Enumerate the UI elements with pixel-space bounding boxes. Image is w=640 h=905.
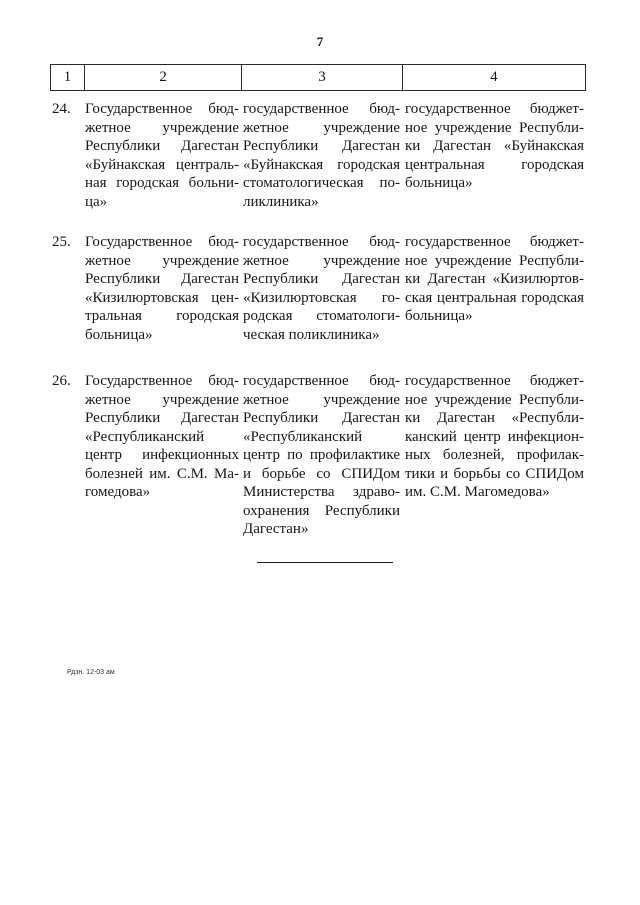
- row-col-3: государственное бюджетное учреждение Республики Дагестан «Кизилюртовская городская стоматологическая поликлиника»: [243, 234, 400, 343]
- footnote: Рдзн. 12-03 ам: [67, 669, 115, 676]
- row-number: 24.: [52, 101, 71, 117]
- row-number: 25.: [52, 234, 71, 250]
- header-col-2: 2: [84, 65, 241, 90]
- row-col-4: государственное бюджетное учреждение Республики Дагестан «Буйнакская центральная городская больница»: [405, 101, 584, 191]
- row-number: 26.: [52, 373, 71, 389]
- row-col-3: государственное бюджетное учреждение Республики Дагестан «Республиканский центр по профилактике и борьбе со СПИДом Министерства здравоохранения Республики Дагестан»: [243, 373, 400, 537]
- table-row: [50, 233, 586, 344]
- row-col-4: государственное бюджетное учреждение Республики Дагестан «Кизилюртовская центральная городская больница»: [405, 234, 584, 324]
- row-col-4: государственное бюджетное учреждение Республики Дагестан «Республиканский центр инфекционных болезней, профилактики и борьбы со СПИДом им. С.М. Магомедова»: [405, 373, 584, 500]
- row-col-2: Государственное бюджетное учреждение Республики Дагестан «Республиканский центр инфекционных болезней им. С.М. Магомедова»: [85, 373, 239, 500]
- closing-rule: [257, 562, 393, 563]
- row-col-2: Государственное бюджетное учреждение Республики Дагестан «Кизилюртовская центральная городская больница»: [85, 234, 239, 343]
- table-row: [50, 372, 586, 539]
- header-col-1: 1: [63, 69, 72, 85]
- header-col-3: 3: [241, 65, 401, 90]
- table-row: [50, 100, 586, 211]
- page-number: 7: [316, 34, 324, 49]
- table-header-row: [50, 64, 586, 91]
- row-col-2: Государственное бюджетное учреждение Республики Дагестан «Буйнакская центральная городская больница»: [85, 101, 239, 210]
- row-col-3: государственное бюджетное учреждение Республики Дагестан «Буйнакская городская стоматологическая поликлиника»: [243, 101, 400, 210]
- institutions-table: [50, 64, 586, 537]
- header-col-4: 4: [402, 65, 585, 90]
